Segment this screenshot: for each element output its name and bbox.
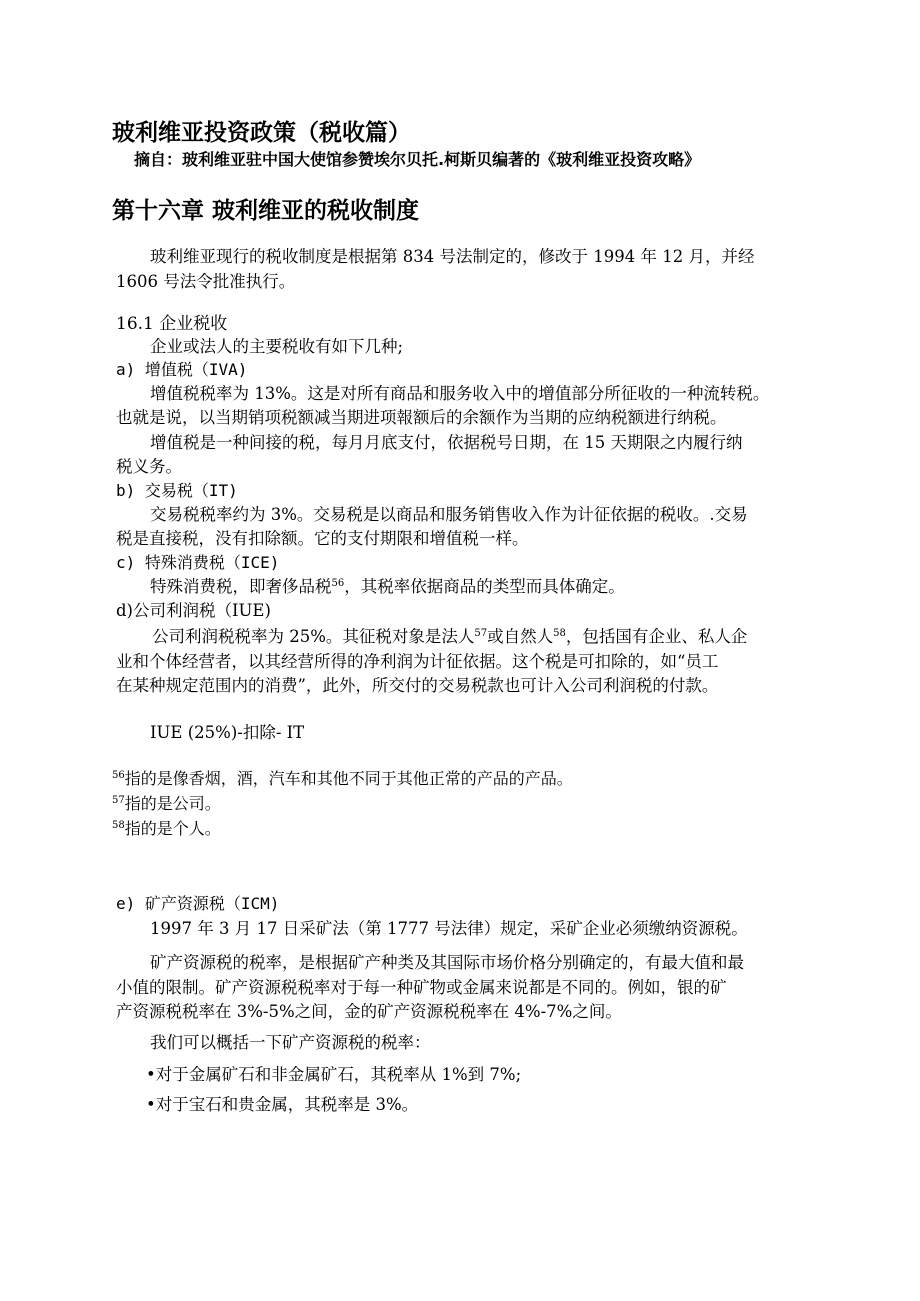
source-line: 摘自：玻利维亚驻中国大使馆参赞埃尔贝托.柯斯贝编著的《玻利维亚投资攻略》	[134, 150, 701, 169]
footnote-num: 56	[112, 770, 125, 781]
it-label: b) 交易税（IT)	[116, 481, 238, 500]
intro-line-2: 1606 号法令批准执行。	[116, 272, 296, 291]
iue-line-3: 在某种规定范围内的消费”，此外，所交付的交易税款也可计入公司利润税的付款。	[116, 676, 719, 695]
footnote-ref-56: 56	[331, 578, 345, 589]
icm-line-1: 1997 年 3 月 17 日采矿法（第 1777 号法律）规定，采矿企业必须缴纳资源税。	[150, 919, 748, 938]
ice-text-b: ，其税率依据商品的类型而具体确定。	[344, 577, 625, 596]
footnote-num: 57	[112, 795, 125, 806]
icm-line-5: 我们可以概括一下矿产资源税的税率：	[150, 1033, 431, 1052]
iue-text-b: 或自然人	[487, 627, 554, 646]
footnote-text: 指的是像香烟，酒，汽车和其他不同于其他正常的产品的产品。	[124, 769, 573, 788]
footnote-56	[112, 766, 573, 789]
iva-line-2: 也就是说，以当期销项税额减当期进项報额后的余额作为当期的应纳税额进行纳税。	[116, 408, 727, 427]
iva-line-3: 增值税是一种间接的税，每月月底支付，依据税号日期，在 15 天期限之内履行纳	[150, 433, 743, 452]
chapter-heading: 第十六章 玻利维亚的税收制度	[112, 198, 420, 224]
iue-text-c: ，包括国有企业、私人企	[565, 627, 748, 646]
iue-line-1	[152, 623, 747, 647]
footnote-58	[112, 816, 221, 839]
section-heading: 16.1 企业税收	[116, 314, 228, 334]
section-lead: 企业或法人的主要税收有如下几种;	[150, 337, 404, 356]
footnote-ref-58: 58	[553, 628, 566, 639]
footnote-57	[112, 791, 221, 814]
icm-line-3: 小值的限制。矿产资源税税率对于每一种矿物或金属来说都是不同的。例如，银的矿	[116, 978, 727, 997]
intro-line-1: 玻利维亚现行的税收制度是根据第 834 号法制定的，修改于 1994 年 12 月，并经	[150, 247, 755, 266]
footnote-ref-57: 57	[474, 628, 488, 639]
iue-text-a: 公司利润税税率为 25%。其征税对象是法人	[152, 627, 475, 646]
it-line-2: 税是直接税，没有扣除额。它的支付期限和增值税一样。	[116, 529, 529, 548]
icm-label: e) 矿产资源税（ICM)	[116, 894, 280, 913]
iue-label: d)公司利润税（IUE)	[116, 601, 271, 620]
footnote-num: 58	[112, 820, 125, 831]
ice-label: c) 特殊消费税（ICE)	[116, 553, 280, 572]
icm-line-4: 产资源税税率在 3%-5%之间，金的矿产资源税税率在 4%-7%之间。	[116, 1002, 622, 1021]
iva-line-4: 税义务。	[116, 457, 182, 476]
ice-line-1	[150, 573, 625, 597]
ice-text-a: 特殊消费税，即奢侈品税	[150, 577, 332, 596]
it-line-1: 交易税税率约为 3%。交易税是以商品和服务销售收入作为计征依据的税收。.交易	[150, 505, 748, 524]
iva-line-1: 增值税税率为 13%。这是对所有商品和服务收入中的增值部分所征收的一种流转税。	[150, 384, 770, 403]
document-title: 玻利维亚投资政策（税收篇）	[112, 120, 411, 146]
iue-line-2: 业和个体经营者，以其经营所得的净利润为计征依据。这个税是可扣除的，如“员工	[116, 652, 719, 671]
iva-label: a) 增值税（IVA)	[116, 360, 248, 379]
footnote-text: 指的是公司。	[124, 794, 221, 813]
icm-bullet-1: •对于金属矿石和非金属矿石，其税率从 1%到 7%;	[146, 1065, 522, 1084]
icm-line-2: 矿产资源税的税率，是根据矿产种类及其国际市场价格分别确定的，有最大值和最	[150, 953, 744, 972]
footnote-text: 指的是个人。	[124, 819, 221, 838]
iue-formula: IUE (25%)-扣除- IT	[150, 723, 305, 742]
icm-bullet-2: •对于宝石和贵金属，其税率是 3%。	[146, 1095, 419, 1114]
